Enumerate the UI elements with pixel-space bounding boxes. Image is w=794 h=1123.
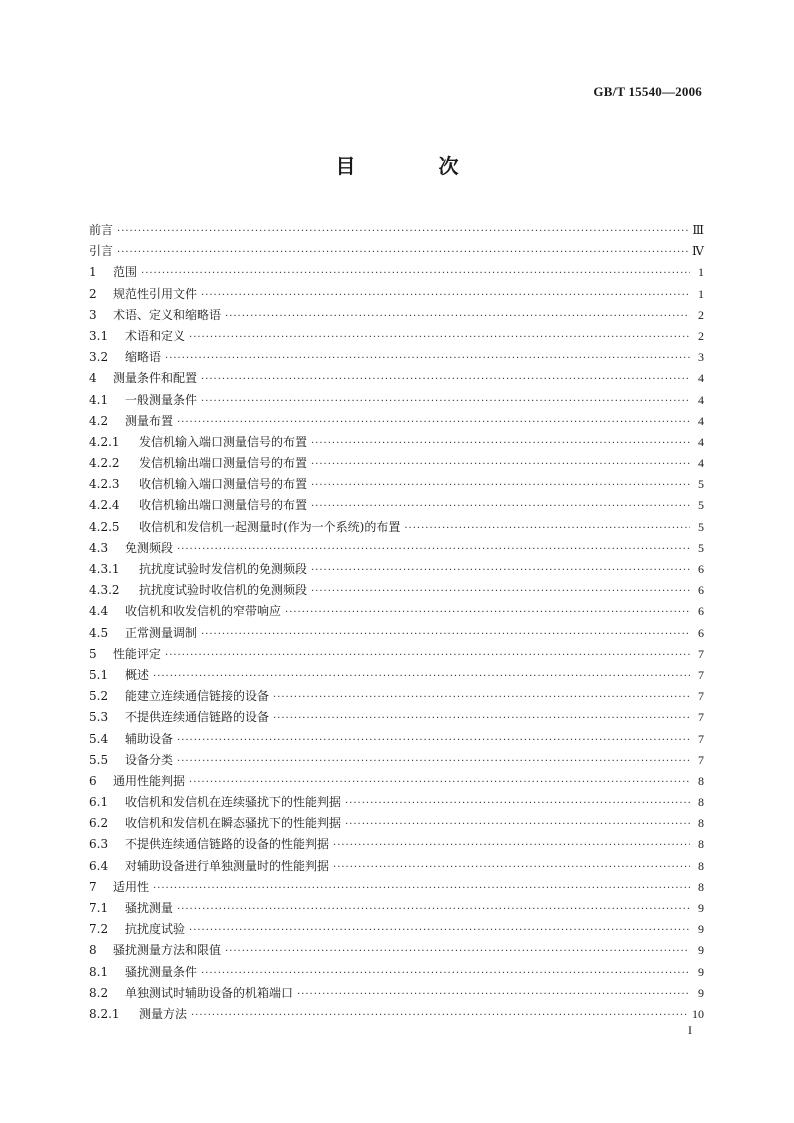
toc-entry-number: 8.2.1: [89, 1006, 120, 1021]
toc-entry-number: 6: [89, 773, 97, 788]
toc-entry-page: 10: [692, 1006, 704, 1021]
toc-entry-page: 4: [698, 413, 704, 428]
toc-entry-text: 一般测量条件: [125, 392, 198, 407]
toc-entry[interactable]: [89, 665, 704, 686]
toc-entry-label: [89, 390, 197, 411]
toc-leader-dots: [189, 772, 690, 793]
toc-entry[interactable]: [89, 390, 704, 411]
toc-entry[interactable]: [89, 347, 704, 368]
toc-entry-page: 8: [698, 858, 704, 873]
toc-leader-dots: [333, 857, 690, 878]
toc-entry[interactable]: [89, 559, 704, 580]
toc-leader-dots: [311, 454, 690, 475]
toc-entry[interactable]: [89, 580, 704, 601]
toc-entry-page: 4: [698, 434, 704, 449]
toc-entry-text: 缩略语: [125, 350, 162, 365]
toc-entry-number: 3.2: [89, 350, 109, 365]
toc-entry-text: 收信机和收发信机的窄带响应: [125, 604, 282, 619]
toc-entry-text: 骚扰测量方法和限值: [113, 943, 222, 958]
toc-entry-number: 3.1: [89, 328, 109, 343]
toc-leader-dots: [285, 602, 690, 623]
toc-entry[interactable]: [89, 474, 704, 495]
toc-entry-page: 7: [698, 646, 704, 661]
toc-entry[interactable]: [89, 453, 704, 474]
toc-entry-page: 6: [698, 604, 704, 619]
toc-entry-number: 6.4: [89, 858, 109, 873]
toc-entry-label: [89, 220, 113, 241]
toc-leader-dots: [404, 518, 690, 539]
toc-entry-page: 1: [698, 286, 704, 301]
toc-entry-number: 5.4: [89, 731, 109, 746]
toc-entry-page: 3: [698, 350, 704, 365]
toc-entry[interactable]: [89, 432, 704, 453]
toc-entry-text: 设备分类: [125, 752, 174, 767]
toc-leader-dots: [201, 391, 690, 412]
toc-entry-text: 不提供连续通信链路的设备的性能判据: [125, 837, 330, 852]
toc-entry-page: 5: [698, 519, 704, 534]
toc-entry[interactable]: [89, 729, 704, 750]
toc-leader-dots: [345, 793, 690, 814]
toc-leader-dots: [117, 221, 688, 242]
standard-code: GB/T 15540—2006: [593, 84, 702, 99]
toc-entry-number: 4.1: [89, 392, 109, 407]
toc-entry-text: 收信机和发信机在瞬态骚扰下的性能判据: [125, 816, 342, 831]
toc-entry-label: [89, 898, 173, 919]
toc-entry-text: 通用性能判据: [113, 773, 186, 788]
toc-entry-number: 5.1: [89, 667, 109, 682]
toc-entry-number: 4.3.2: [89, 583, 120, 598]
toc-entry-number: 5.5: [89, 752, 109, 767]
toc-entry-label: [89, 962, 197, 983]
toc-entry-label: [89, 729, 173, 750]
toc-entry-label: [89, 559, 307, 580]
toc-entry-label: [89, 262, 137, 283]
toc-entry[interactable]: [89, 919, 704, 940]
toc-entry-label: [89, 834, 329, 855]
toc-entry-number: 7: [89, 879, 97, 894]
toc-entry-number: 4.3.1: [89, 562, 120, 576]
toc-entry-label: [89, 580, 307, 601]
toc-entry-label: [89, 1004, 187, 1025]
toc-entry-number: 4.3: [89, 540, 109, 555]
toc-entry[interactable]: [89, 1004, 704, 1025]
toc-entry-number: 6.2: [89, 816, 109, 831]
toc-entry-text: 测量方法: [139, 1006, 188, 1021]
toc-leader-dots: [311, 433, 690, 454]
toc-entry-text: 概述: [125, 667, 150, 682]
toc-entry-label: [89, 771, 185, 792]
toc-entry[interactable]: [89, 940, 704, 961]
toc-leader-dots: [141, 263, 690, 284]
toc-entry-page: 5: [698, 477, 704, 492]
toc-entry-number: 7.2: [89, 922, 109, 937]
toc-entry-number: 4.2.1: [89, 434, 120, 449]
toc-leader-dots: [177, 412, 690, 433]
toc-entry[interactable]: [89, 411, 704, 432]
toc-leader-dots: [311, 475, 690, 496]
toc-entry-text: 骚扰测量: [125, 901, 174, 915]
toc-entry-number: 4: [89, 371, 97, 386]
toc-entry-page: 7: [698, 689, 704, 704]
toc-entry-page: 5: [698, 540, 704, 555]
toc-entry[interactable]: [89, 686, 704, 707]
toc-entry-text: 发信机输入端口测量信号的布置: [139, 434, 308, 449]
page-number: I: [688, 1023, 692, 1037]
toc-leader-dots: [177, 539, 690, 560]
toc-entry-text: 正常测量调制: [125, 625, 198, 640]
toc-entry-text: 范围: [113, 265, 138, 280]
toc-entry-number: 2: [89, 286, 97, 301]
toc-entry-page: 8: [698, 816, 704, 831]
toc-entry-label: [89, 983, 293, 1004]
toc-entry-number: 4.2.3: [89, 477, 120, 492]
toc-entry[interactable]: [89, 495, 704, 516]
toc-leader-dots: [191, 1005, 688, 1026]
toc-entry-page: 7: [698, 710, 704, 725]
toc-leader-dots: [201, 963, 690, 984]
toc-leader-dots: [165, 348, 690, 369]
toc-entry-text: 不提供连续通信链路的设备: [125, 710, 270, 725]
toc-entry-number: 6.3: [89, 837, 109, 852]
toc-entry-label: [89, 305, 221, 326]
toc-entry-label: [89, 453, 307, 474]
toc-entry-page: 8: [698, 879, 704, 894]
toc-leader-dots: [177, 751, 690, 772]
toc-leader-dots: [153, 878, 690, 899]
toc-entry-text: 适用性: [113, 879, 150, 894]
toc-leader-dots: [333, 835, 690, 856]
toc-entry-label: [89, 750, 173, 771]
toc-entry-text: 对辅助设备进行单独测量时的性能判据: [125, 858, 330, 873]
toc-entry-number: 7.1: [89, 901, 109, 915]
toc-entry[interactable]: [89, 750, 704, 771]
toc-entry[interactable]: [89, 962, 704, 983]
toc-entry-text: 收信机和发信机一起测量时(作为一个系统)的布置: [139, 519, 401, 534]
table-of-contents: [89, 220, 704, 1025]
toc-entry-text: 测量条件和配置: [113, 371, 198, 386]
toc-entry-label: [89, 474, 307, 495]
toc-entry[interactable]: [89, 517, 704, 538]
toc-entry-label: [89, 856, 329, 877]
toc-entry-page: 9: [698, 985, 704, 1000]
toc-leader-dots: [273, 708, 690, 729]
toc-entry-label: [89, 623, 197, 644]
toc-entry-page: 8: [698, 795, 704, 810]
toc-entry-text: 引言: [89, 244, 114, 259]
toc-entry-page: 2: [698, 307, 704, 322]
toc-leader-dots: [201, 285, 690, 306]
toc-entry-text: 测量布置: [125, 413, 174, 428]
toc-entry[interactable]: [89, 856, 704, 877]
toc-entry-label: [89, 665, 149, 686]
toc-entry-page: 8: [698, 837, 704, 852]
toc-entry-page: 7: [698, 731, 704, 746]
toc-entry-label: [89, 601, 281, 622]
toc-entry-text: 收信机输入端口测量信号的布置: [139, 477, 308, 492]
toc-entry-text: 术语、定义和缩略语: [113, 307, 222, 322]
toc-entry-label: [89, 707, 269, 728]
page-title: 目 次: [335, 154, 497, 178]
toc-leader-dots: [165, 645, 690, 666]
toc-leader-dots: [311, 581, 690, 602]
toc-entry-label: [89, 940, 221, 961]
toc-entry-number: 8.1: [89, 964, 109, 979]
toc-entry-page: Ⅳ: [692, 244, 704, 259]
toc-entry-label: [89, 538, 173, 559]
toc-entry-page: 9: [698, 964, 704, 979]
toc-leader-dots: [311, 496, 690, 517]
toc-entry-label: [89, 368, 197, 389]
toc-entry[interactable]: [89, 284, 704, 305]
toc-entry-page: 2: [698, 328, 704, 343]
toc-entry-text: 性能评定: [113, 646, 162, 661]
toc-entry-label: [89, 495, 307, 516]
toc-entry-page: 5: [698, 498, 704, 513]
toc-entry-label: [89, 432, 307, 453]
toc-entry[interactable]: [89, 220, 704, 241]
toc-leader-dots: [201, 369, 690, 390]
toc-entry-label: [89, 877, 149, 898]
toc-entry[interactable]: [89, 983, 704, 1004]
toc-entry-page: 6: [698, 583, 704, 598]
toc-entry-text: 收信机输出端口测量信号的布置: [139, 498, 308, 513]
toc-entry[interactable]: [89, 326, 704, 347]
toc-leader-dots: [201, 624, 690, 645]
toc-entry-number: 4.5: [89, 625, 109, 640]
toc-entry-label: [89, 284, 197, 305]
toc-entry-text: 收信机和发信机在连续骚扰下的性能判据: [125, 795, 342, 810]
toc-entry-text: 发信机输出端口测量信号的布置: [139, 456, 308, 471]
toc-entry-text: 抗扰度试验: [125, 922, 186, 937]
toc-entry-text: 免测频段: [125, 540, 174, 555]
toc-entry-page: 6: [698, 625, 704, 640]
toc-entry-page: 9: [698, 901, 704, 915]
toc-entry-page: 6: [698, 562, 704, 576]
toc-entry-number: 5.2: [89, 689, 109, 704]
toc-entry[interactable]: [89, 601, 704, 622]
toc-entry-number: 6.1: [89, 795, 109, 810]
toc-entry[interactable]: [89, 813, 704, 834]
toc-entry-number: 4.2.5: [89, 519, 120, 534]
toc-entry-page: 4: [698, 371, 704, 386]
toc-entry-page: 8: [698, 773, 704, 788]
toc-entry[interactable]: [89, 368, 704, 389]
toc-leader-dots: [225, 306, 690, 327]
toc-entry-label: [89, 347, 161, 368]
toc-entry-page: 4: [698, 392, 704, 407]
toc-entry-label: [89, 792, 341, 813]
toc-entry-text: 规范性引用文件: [113, 286, 198, 301]
toc-leader-dots: [273, 687, 690, 708]
toc-leader-dots: [311, 560, 690, 581]
toc-entry[interactable]: [89, 262, 704, 283]
toc-entry-number: 1: [89, 265, 97, 280]
toc-entry-number: 8: [89, 943, 97, 958]
toc-entry[interactable]: [89, 623, 704, 644]
toc-entry-page: 1: [698, 265, 704, 280]
toc-leader-dots: [177, 730, 690, 751]
toc-entry[interactable]: [89, 241, 704, 262]
toc-entry-label: [89, 241, 113, 262]
toc-leader-dots: [189, 327, 690, 348]
toc-entry-page: 9: [698, 943, 704, 958]
toc-entry-label: [89, 919, 185, 940]
toc-entry-text: 抗扰度试验时收信机的免测频段: [139, 583, 308, 598]
toc-entry-text: 单独测试时辅助设备的机箱端口: [125, 985, 294, 1000]
toc-entry-number: 4.2: [89, 413, 109, 428]
toc-entry-page: Ⅲ: [692, 223, 704, 237]
toc-entry-number: 3: [89, 307, 97, 322]
toc-entry-number: 5: [89, 646, 97, 661]
toc-entry-label: [89, 411, 173, 432]
toc-entry[interactable]: [89, 305, 704, 326]
toc-entry[interactable]: [89, 792, 704, 813]
toc-entry[interactable]: [89, 538, 704, 559]
toc-entry-label: [89, 326, 185, 347]
toc-entry-text: 辅助设备: [125, 731, 174, 746]
toc-entry[interactable]: [89, 707, 704, 728]
toc-leader-dots: [297, 984, 690, 1005]
toc-entry-text: 抗扰度试验时发信机的免测频段: [139, 562, 308, 576]
toc-entry-page: 7: [698, 667, 704, 682]
toc-entry[interactable]: [89, 644, 704, 665]
toc-entry-label: [89, 644, 161, 665]
toc-entry-text: 前言: [89, 223, 114, 237]
toc-entry-number: 4.2.2: [89, 456, 120, 471]
toc-entry-number: 4.2.4: [89, 498, 120, 513]
toc-leader-dots: [345, 814, 690, 835]
toc-entry-page: 7: [698, 752, 704, 767]
toc-entry-number: 5.3: [89, 710, 109, 725]
toc-entry[interactable]: [89, 771, 704, 792]
toc-entry[interactable]: [89, 877, 704, 898]
toc-leader-dots: [177, 899, 690, 920]
toc-entry-number: 8.2: [89, 985, 109, 1000]
toc-entry-label: [89, 813, 341, 834]
toc-entry-page: 4: [698, 456, 704, 471]
toc-entry[interactable]: [89, 834, 704, 855]
toc-leader-dots: [225, 941, 690, 962]
toc-entry-label: [89, 686, 269, 707]
toc-entry-page: 9: [698, 922, 704, 937]
toc-leader-dots: [189, 920, 690, 941]
toc-entry-text: 能建立连续通信链接的设备: [125, 689, 270, 704]
toc-entry-number: 4.4: [89, 604, 109, 619]
toc-leader-dots: [153, 666, 690, 687]
toc-entry-text: 骚扰测量条件: [125, 964, 198, 979]
toc-entry-label: [89, 517, 400, 538]
toc-entry[interactable]: [89, 898, 704, 919]
toc-entry-text: 术语和定义: [125, 328, 186, 343]
toc-leader-dots: [117, 242, 688, 263]
